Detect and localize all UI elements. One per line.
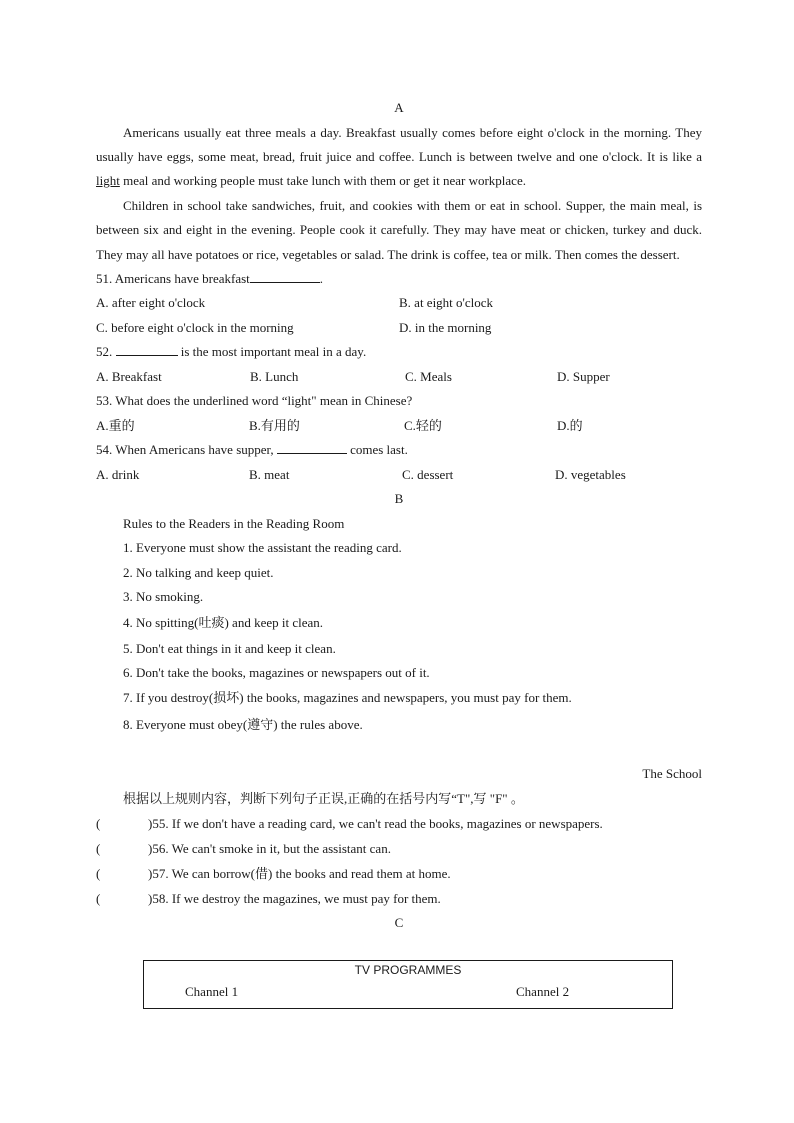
tv-programmes-table <box>143 960 673 1009</box>
option[interactable]: D. Supper <box>557 368 610 384</box>
option[interactable]: B. meat <box>249 466 290 482</box>
rule-item: 2. No talking and keep quiet. <box>123 564 274 580</box>
question-51-options <box>96 291 702 316</box>
answer-blank[interactable] <box>116 343 178 356</box>
option[interactable]: D. vegetables <box>555 466 626 482</box>
spacer <box>96 738 702 762</box>
question-51-options <box>96 316 702 341</box>
answer-paren[interactable]: ( <box>96 866 101 882</box>
option[interactable]: C. dessert <box>402 466 454 482</box>
rules-title: Rules to the Readers in the Reading Room <box>123 515 345 531</box>
question-51: 51. Americans have breakfast . <box>96 270 324 286</box>
answer-paren[interactable]: ( <box>96 841 101 857</box>
channel-header-row <box>144 978 672 1004</box>
rule-item: 8. Everyone must obey(遵守) the rules above. <box>123 717 363 733</box>
option[interactable]: D.的 <box>557 417 583 433</box>
judgment-57: ( )57. We can borrow(借) the books and read them at home. <box>96 861 702 886</box>
question-54-options <box>96 463 702 488</box>
option[interactable]: B.有用的 <box>249 417 300 433</box>
option[interactable]: D. in the morning <box>399 319 492 335</box>
rule-item: 7. If you destroy(损坏) the books, magazines and newspapers, you must pay for them. <box>123 690 572 706</box>
section-b-heading: B <box>394 491 404 507</box>
rule-item: 5. Don't eat things in it and keep it clean. <box>123 640 336 656</box>
question-54: 54. When Americans have supper, comes last. <box>96 442 408 458</box>
channel-1-header: Channel 1 <box>185 984 239 999</box>
option[interactable]: B. at eight o'clock <box>399 295 494 311</box>
question-53-options <box>96 414 702 439</box>
answer-blank[interactable] <box>250 270 320 283</box>
question-52-options <box>96 365 702 390</box>
answer-paren[interactable]: ( <box>96 816 101 832</box>
judgment-56: ( )56. We can't smoke in it, but the assistant can. <box>96 836 702 861</box>
judgment-55: ( )55. If we don't have a reading card, we can't read the books, magazines or newspapers. <box>96 811 702 836</box>
underlined-word: light <box>96 173 120 189</box>
channel-2-header: Channel 2 <box>516 984 570 999</box>
rule-item: 4. No spitting(吐痰) and keep it clean. <box>123 614 324 630</box>
option[interactable]: A. drink <box>96 466 140 482</box>
section-c-heading: C <box>394 915 404 931</box>
answer-blank[interactable] <box>277 441 347 454</box>
answer-paren[interactable]: ( <box>96 891 101 907</box>
rule-item: 1. Everyone must show the assistant the reading card. <box>123 540 402 556</box>
rule-item: 6. Don't take the books, magazines or newspapers out of it. <box>123 664 430 680</box>
question-52: 52. is the most important meal in a day. <box>96 344 367 360</box>
passage-a-paragraph-1: Americans usually eat three meals a day. Breakfast usually comes before eight o'clock in the morning. They usually have eggs, some meat, bread, fruit juice and coffee. Lunch is between twelve and one o'clock. It is like a light meal and working people must take lunch with them or get it near workplace. <box>96 124 702 189</box>
question-53: 53. What does the underlined word “light" mean in Chinese? <box>96 393 413 409</box>
option[interactable]: A. Breakfast <box>96 368 162 384</box>
signature: The School <box>642 766 702 782</box>
document-page <box>96 96 702 936</box>
table-title: TV PROGRAMMES <box>354 963 462 977</box>
instruction: 根据以上规则内容，判断下列句子正误,正确的在括号内写“T",写 "F" 。 <box>123 790 524 806</box>
option[interactable]: B. Lunch <box>250 368 299 384</box>
option[interactable]: A. after eight o'clock <box>96 295 206 311</box>
option[interactable]: C. before eight o'clock in the morning <box>96 319 294 335</box>
option[interactable]: A.重的 <box>96 417 135 433</box>
option[interactable]: C. Meals <box>405 368 452 384</box>
judgment-58: ( )58. If we destroy the magazines, we must pay for them. <box>96 886 702 911</box>
rule-item: 3. No smoking. <box>123 589 204 605</box>
section-a-heading: A <box>394 100 404 115</box>
option[interactable]: C.轻的 <box>404 417 442 433</box>
passage-a-paragraph-2: Children in school take sandwiches, fruit, and cookies with them or eat in school. Supper, the main meal, is between six and eight in the evening. People cook it carefully. They may have meat or chicken, turkey and duck. They may all have potatoes or rice, vegetables or salad. The drink is coffee, tea or milk. Then comes the dessert. <box>96 197 702 262</box>
